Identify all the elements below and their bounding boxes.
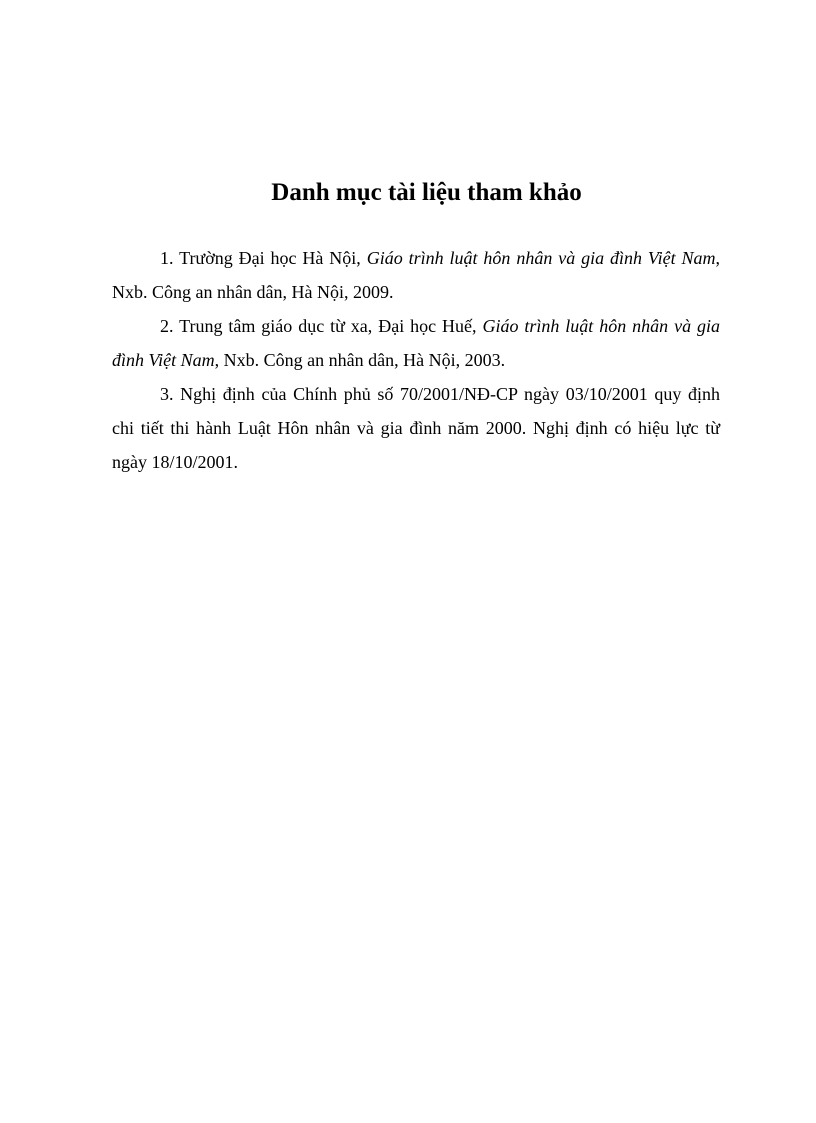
- reference-item-2: [112, 309, 720, 377]
- reference-publisher: , Nxb. Công an nhân dân, Hà Nội, 2009.: [112, 248, 720, 302]
- reference-text: 1. Trường Đại học Hà Nội,: [160, 248, 367, 268]
- reference-publisher: , Nxb. Công an nhân dân, Hà Nội, 2003.: [214, 350, 506, 370]
- reference-book-title: Giáo trình luật hôn nhân và gia đình Việt Nam: [366, 248, 716, 268]
- reference-text: 3. Nghị định của Chính phủ số 70/2001/NĐ-CP ngày 03/10/2001 quy định chi tiết thi hành Luật Hôn nhân và gia đình năm 2000. Nghị định có hiệu lực từ ngày 18/10/2001.: [112, 384, 720, 472]
- reference-item-3: [112, 377, 720, 479]
- page-title: Danh mục tài liệu tham khảo: [271, 179, 582, 206]
- reference-book-title: Giáo trình luật hôn nhân và gia đình Việt Nam: [112, 316, 720, 370]
- reference-item-1: [112, 241, 720, 309]
- reference-text: 2. Trung tâm giáo dục từ xa, Đại học Huế,: [160, 316, 483, 336]
- reference-list: [112, 241, 720, 479]
